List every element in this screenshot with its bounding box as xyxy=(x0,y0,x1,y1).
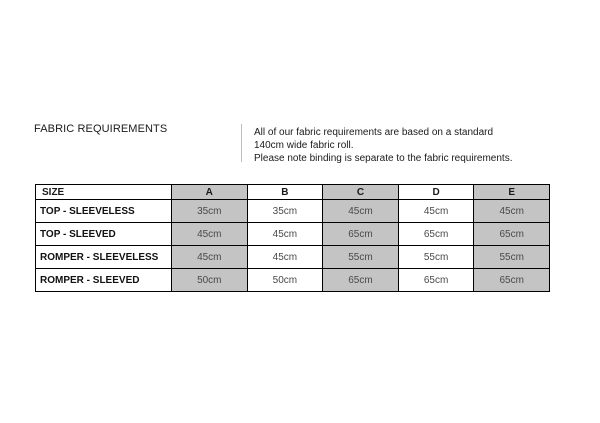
table-cell: 45cm xyxy=(247,246,323,269)
table-cell: 45cm xyxy=(323,200,399,223)
table-cell: 65cm xyxy=(323,269,399,292)
notes-block xyxy=(254,126,513,165)
table-cell: 65cm xyxy=(398,223,474,246)
table-cell: 45cm xyxy=(398,200,474,223)
table-row xyxy=(36,246,550,269)
table-cell: 55cm xyxy=(323,246,399,269)
table-cell: 45cm xyxy=(474,200,550,223)
table-row xyxy=(36,269,550,292)
row-label: TOP - SLEEVED xyxy=(36,223,172,246)
header-size-e: E xyxy=(474,185,550,200)
table-cell: 45cm xyxy=(247,223,323,246)
table-cell: 65cm xyxy=(323,223,399,246)
vertical-divider xyxy=(241,124,242,162)
row-label: TOP - SLEEVELESS xyxy=(36,200,172,223)
table-cell: 65cm xyxy=(474,269,550,292)
table-cell: 50cm xyxy=(247,269,323,292)
note-line: 140cm wide fabric roll. xyxy=(254,140,354,151)
fabric-requirements-table xyxy=(35,184,550,292)
table-cell: 35cm xyxy=(172,200,248,223)
table-cell: 55cm xyxy=(398,246,474,269)
header-size-b: B xyxy=(247,185,323,200)
table-cell: 65cm xyxy=(398,269,474,292)
header-size-d: D xyxy=(398,185,474,200)
row-label: ROMPER - SLEEVED xyxy=(36,269,172,292)
table-cell: 35cm xyxy=(247,200,323,223)
note-line: Please note binding is separate to the fabric requirements. xyxy=(254,153,513,164)
note-line: All of our fabric requirements are based on a standard xyxy=(254,127,494,138)
table-cell: 45cm xyxy=(172,246,248,269)
table-cell: 45cm xyxy=(172,223,248,246)
header-size-a: A xyxy=(172,185,248,200)
header-size-c: C xyxy=(323,185,399,200)
section-title: FABRIC REQUIREMENTS xyxy=(34,123,168,135)
table-header-row xyxy=(36,185,550,200)
table-cell: 50cm xyxy=(172,269,248,292)
table-row xyxy=(36,200,550,223)
header-size: SIZE xyxy=(36,185,172,200)
table-row xyxy=(36,223,550,246)
table-cell: 65cm xyxy=(474,223,550,246)
row-label: ROMPER - SLEEVELESS xyxy=(36,246,172,269)
table-cell: 55cm xyxy=(474,246,550,269)
